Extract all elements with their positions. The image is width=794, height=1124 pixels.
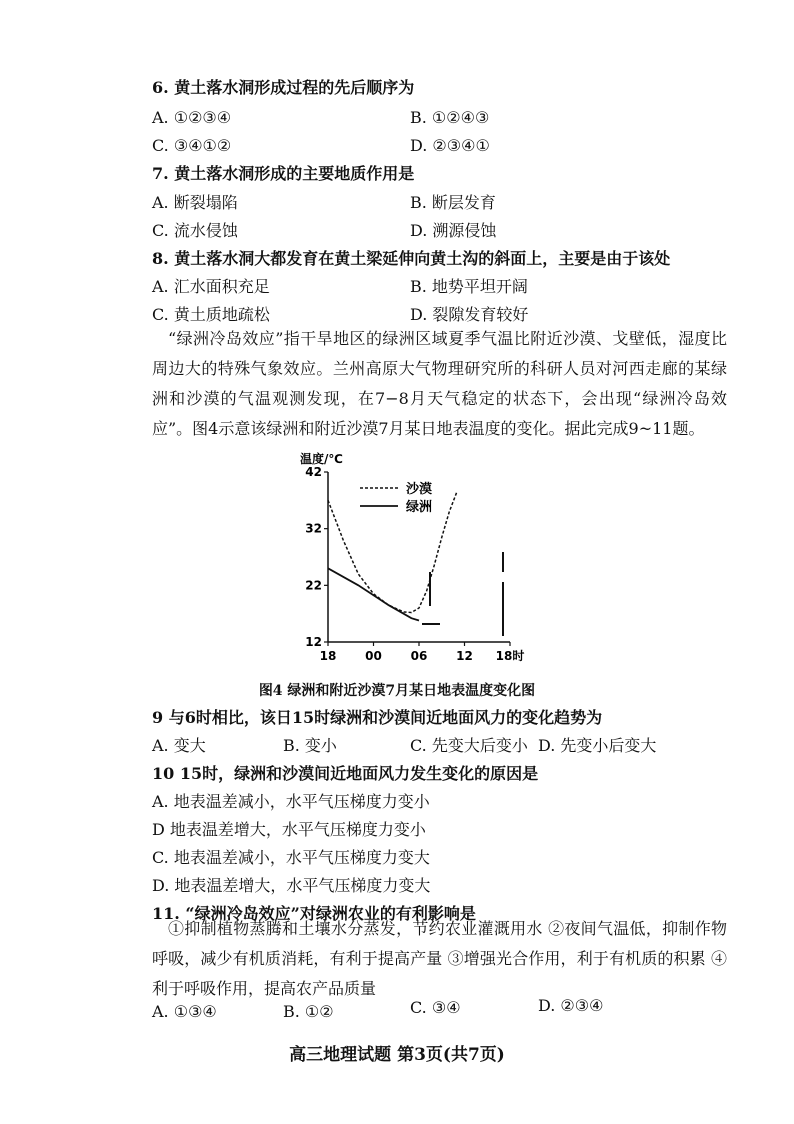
q9-option-b: B. 变小 [283,736,337,755]
q10-option-c: C. 地表温差减小，水平气压梯度力变大 [152,848,430,867]
q6-option-c: C. ③④①② [152,136,232,155]
y-tick-label: 22 [305,578,322,593]
q8-option-d: D. 裂隙发育较好 [410,305,529,324]
x-tick-label: 18时 [495,649,525,663]
q11-body: ①抑制植物蒸腾和土壤水分蒸发，节约农业灌溉用水 ②夜间气温低，抑制作物呼吸，减少有机质消耗，有利于提高产量 ③增强光合作用，利于有机质的积累 ④利于呼吸作用，提高农产品质量 [152,919,727,998]
q10-option-b: D 地表温差增大，水平气压梯度力变小 [152,820,426,839]
q8-option-a: A. 汇水面积充足 [152,277,270,296]
series-line-desert [328,492,457,613]
x-tick-label: 06 [410,649,428,663]
question-8-stem: 8. 黄土落水洞大都发育在黄土梁延伸向黄土沟的斜面上，主要是由于该处 [152,249,671,268]
legend-desert-label: 沙漠 [406,482,433,497]
temperature-chart [290,446,540,666]
passage-text: “绿洲冷岛效应”指干旱地区的绿洲区域夏季气温比附近沙漠、戈壁低，湿度比周边大的特殊气象效应。兰州高原大气物理研究所的科研人员对河西走廊的某绿洲和沙漠的气温观测发现，在7−8月天气稳定的状态下，会出现“绿洲冷岛效应”。图4示意该绿洲和附近沙漠7月某日地表温度的变化。据此完成9~11题。 [152,329,727,438]
q10-option-a: A. 地表温差减小，水平气压梯度力变小 [152,792,430,811]
q7-option-c: C. 流水侵蚀 [152,221,238,240]
q11-option-b: B. ①② [283,1002,334,1021]
q9-option-c: C. 先变大后变小 [410,736,528,755]
legend [360,481,432,515]
q7-option-a: A. 断裂塌陷 [152,193,238,212]
y-tick-label: 12 [305,635,322,649]
question-10-stem: 10 15时，绿洲和沙漠间近地面风力发生变化的原因是 [152,764,539,783]
q11-option-c: C. ③④ [410,998,461,1017]
q10-option-d: D. 地表温差增大，水平气压梯度力变大 [152,876,431,895]
question-7-stem: 7. 黄土落水洞形成的主要地质作用是 [152,164,415,183]
figure-caption: 图4 绿洲和附近沙漠7月某日地表温度变化图 [258,683,536,699]
x-tick-label: 00 [365,649,382,663]
q6-option-d: D. ②③④① [410,136,490,155]
q11-statements [152,914,727,1004]
y-tick-label: 32 [305,521,322,536]
q9-option-a: A. 变大 [152,736,206,755]
reading-passage [152,324,727,444]
q8-option-c: C. 黄土质地疏松 [152,305,270,324]
q11-option-d: D. ②③④ [538,996,604,1015]
question-9-stem: 9 与6时相比，该日15时绿洲和沙漠间近地面风力的变化趋势为 [152,708,603,727]
y-tick-label: 42 [305,465,322,479]
q6-option-a: A. ①②③④ [152,108,232,127]
q8-option-b: B. 地势平坦开阔 [410,277,528,296]
q11-option-a: A. ①③④ [152,1002,217,1021]
y-axis-label: 温度/℃ [300,452,343,466]
question-11-stem: 11. “绿洲冷岛效应”对绿洲农业的有利影响是 [152,904,476,923]
legend-oasis-label: 绿洲 [406,500,433,515]
question-6-stem: 6. 黄土落水洞形成过程的先后顺序为 [152,78,415,97]
q6-option-b: B. ①②④③ [410,108,490,127]
page-footer: 高三地理试题 第3页(共7页) [289,1045,505,1065]
q9-option-d: D. 先变小后变大 [538,736,657,755]
x-tick-label: 12 [456,649,473,663]
q7-option-b: B. 断层发育 [410,193,496,212]
x-tick-label: 18 [319,649,337,663]
q7-option-d: D. 溯源侵蚀 [410,221,497,240]
